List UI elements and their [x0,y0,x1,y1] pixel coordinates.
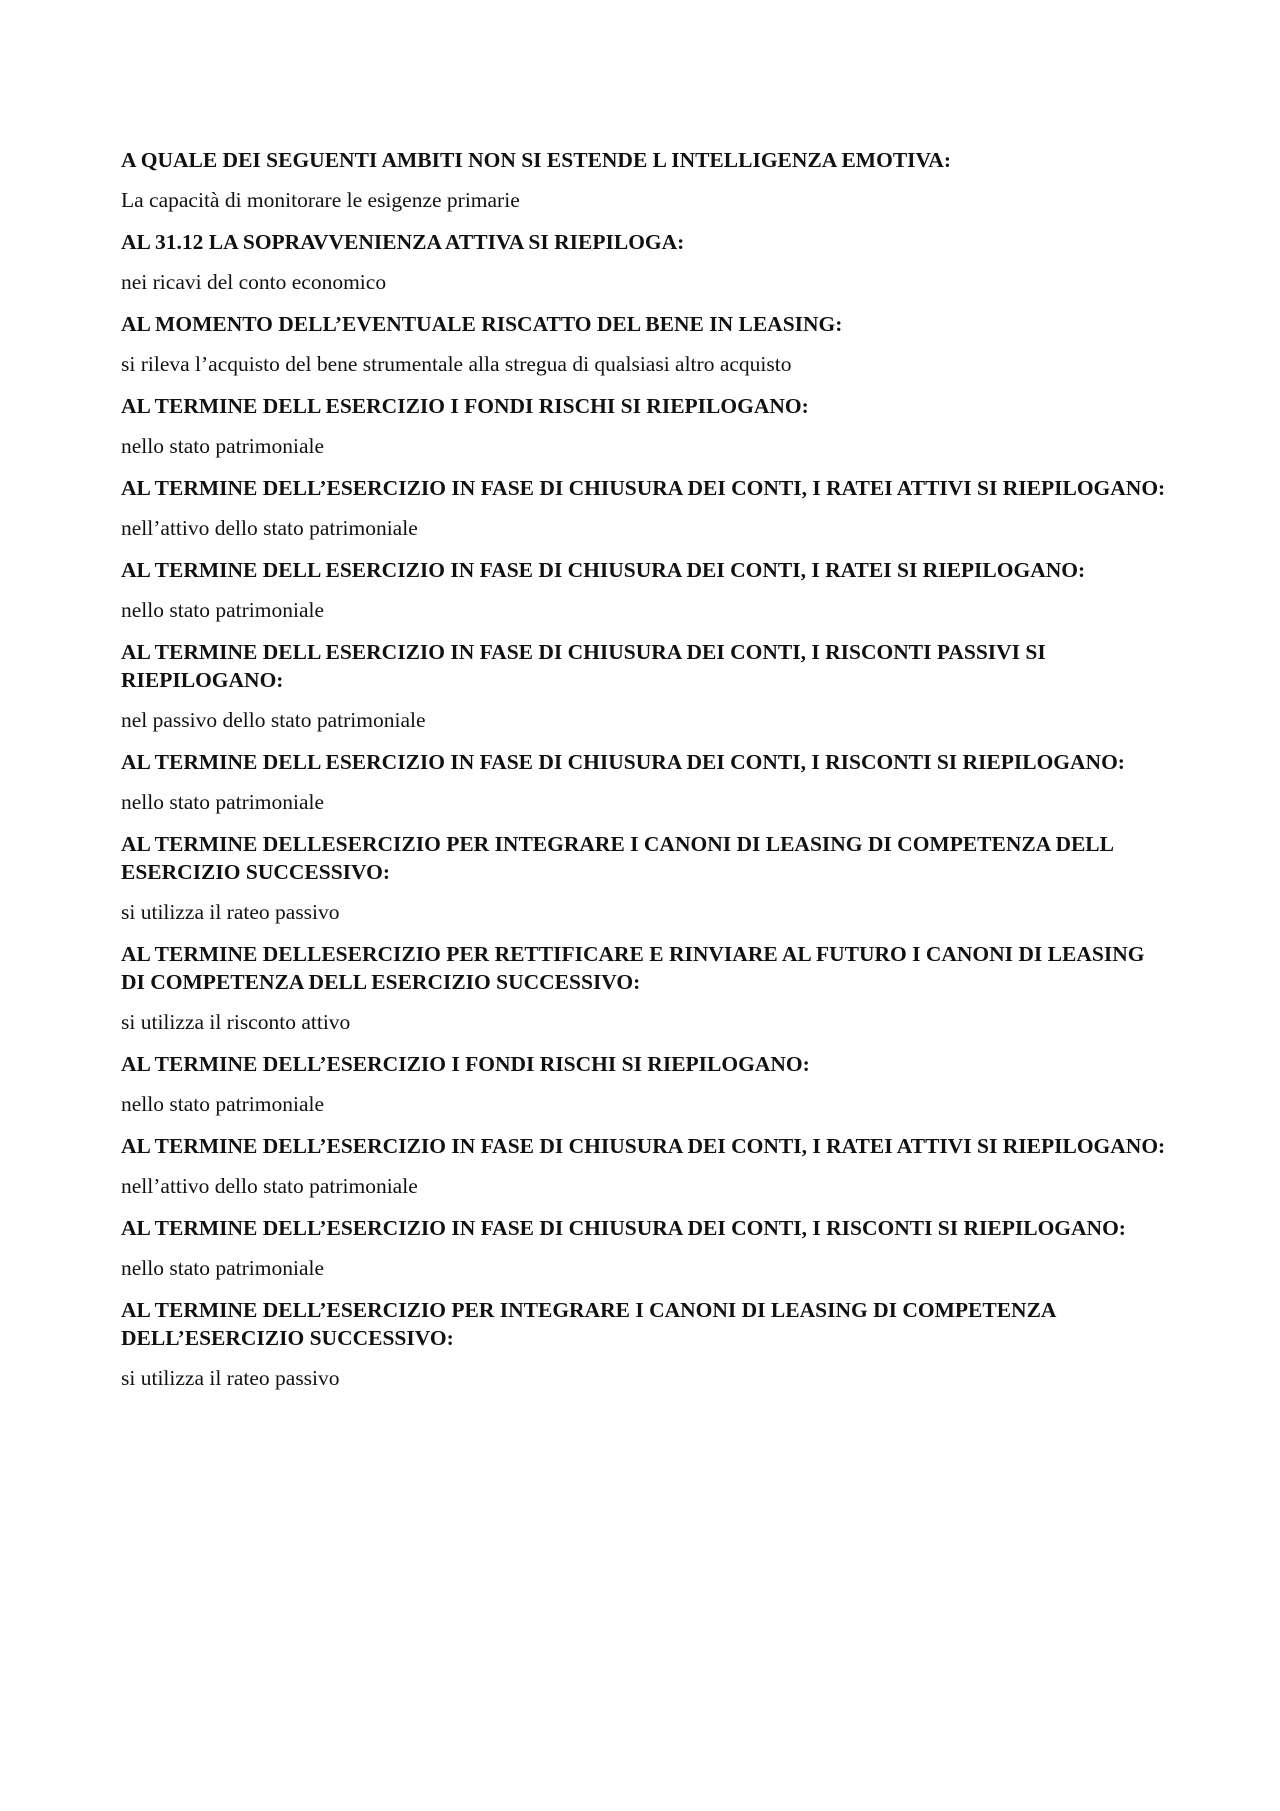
qa-item [121,748,1171,816]
qa-item [121,146,1171,214]
qa-item [121,228,1171,296]
qa-item [121,392,1171,460]
answer-text: La capacità di monitorare le esigenze primarie [121,188,520,212]
answer-text: nell’attivo dello stato patrimoniale [121,1174,418,1198]
answer-text: si rileva l’acquisto del bene strumentale alla stregua di qualsiasi altro acquisto [121,352,792,376]
question-text: AL TERMINE DELL ESERCIZIO IN FASE DI CHIUSURA DEI CONTI, I RISCONTI PASSIVI SI RIEPILOGANO: [121,640,1046,692]
question-text: AL TERMINE DELL’ESERCIZIO IN FASE DI CHIUSURA DEI CONTI, I RATEI ATTIVI SI RIEPILOGANO: [121,1134,1166,1158]
question-text: AL TERMINE DELL’ESERCIZIO PER INTEGRARE I CANONI DI LEASING DI COMPETENZA DELL’ESERCIZIO SUCCESSIVO: [121,1298,1056,1350]
question-text: A QUALE DEI SEGUENTI AMBITI NON SI ESTENDE L INTELLIGENZA EMOTIVA: [121,148,951,172]
question-text: AL TERMINE DELL’ESERCIZIO IN FASE DI CHIUSURA DEI CONTI, I RISCONTI SI RIEPILOGANO: [121,1216,1126,1240]
qa-item [121,1296,1171,1392]
question-text: AL TERMINE DELL ESERCIZIO IN FASE DI CHIUSURA DEI CONTI, I RATEI SI RIEPILOGANO: [121,558,1086,582]
qa-item [121,556,1171,624]
question-text: AL TERMINE DELLESERCIZIO PER INTEGRARE I CANONI DI LEASING DI COMPETENZA DELL ESERCIZIO SUCCESSIVO: [121,832,1113,884]
qa-item [121,474,1171,542]
question-text: AL MOMENTO DELL’EVENTUALE RISCATTO DEL BENE IN LEASING: [121,312,843,336]
qa-item [121,638,1171,734]
document-body [121,146,1171,1406]
answer-text: nell’attivo dello stato patrimoniale [121,516,418,540]
answer-text: si utilizza il rateo passivo [121,900,340,924]
answer-text: nei ricavi del conto economico [121,270,387,294]
qa-item [121,1132,1171,1200]
question-text: AL 31.12 LA SOPRAVVENIENZA ATTIVA SI RIEPILOGA: [121,230,685,254]
question-text: AL TERMINE DELL’ESERCIZIO IN FASE DI CHIUSURA DEI CONTI, I RATEI ATTIVI SI RIEPILOGANO: [121,476,1166,500]
qa-item [121,310,1171,378]
qa-item [121,1214,1171,1282]
answer-text: nel passivo dello stato patrimoniale [121,708,426,732]
qa-item [121,940,1171,1036]
question-text: AL TERMINE DELL ESERCIZIO IN FASE DI CHIUSURA DEI CONTI, I RISCONTI SI RIEPILOGANO: [121,750,1125,774]
answer-text: nello stato patrimoniale [121,1256,325,1280]
question-text: AL TERMINE DELL’ESERCIZIO I FONDI RISCHI SI RIEPILOGANO: [121,1052,810,1076]
qa-item [121,830,1171,926]
answer-text: nello stato patrimoniale [121,598,325,622]
question-text: AL TERMINE DELLESERCIZIO PER RETTIFICARE E RINVIARE AL FUTURO I CANONI DI LEASING DI COMPETENZA DELL ESERCIZIO SUCCESSIVO: [121,942,1145,994]
answer-text: si utilizza il risconto attivo [121,1010,351,1034]
question-text: AL TERMINE DELL ESERCIZIO I FONDI RISCHI SI RIEPILOGANO: [121,394,809,418]
answer-text: nello stato patrimoniale [121,434,325,458]
answer-text: si utilizza il rateo passivo [121,1366,340,1390]
qa-item [121,1050,1171,1118]
answer-text: nello stato patrimoniale [121,1092,325,1116]
answer-text: nello stato patrimoniale [121,790,325,814]
